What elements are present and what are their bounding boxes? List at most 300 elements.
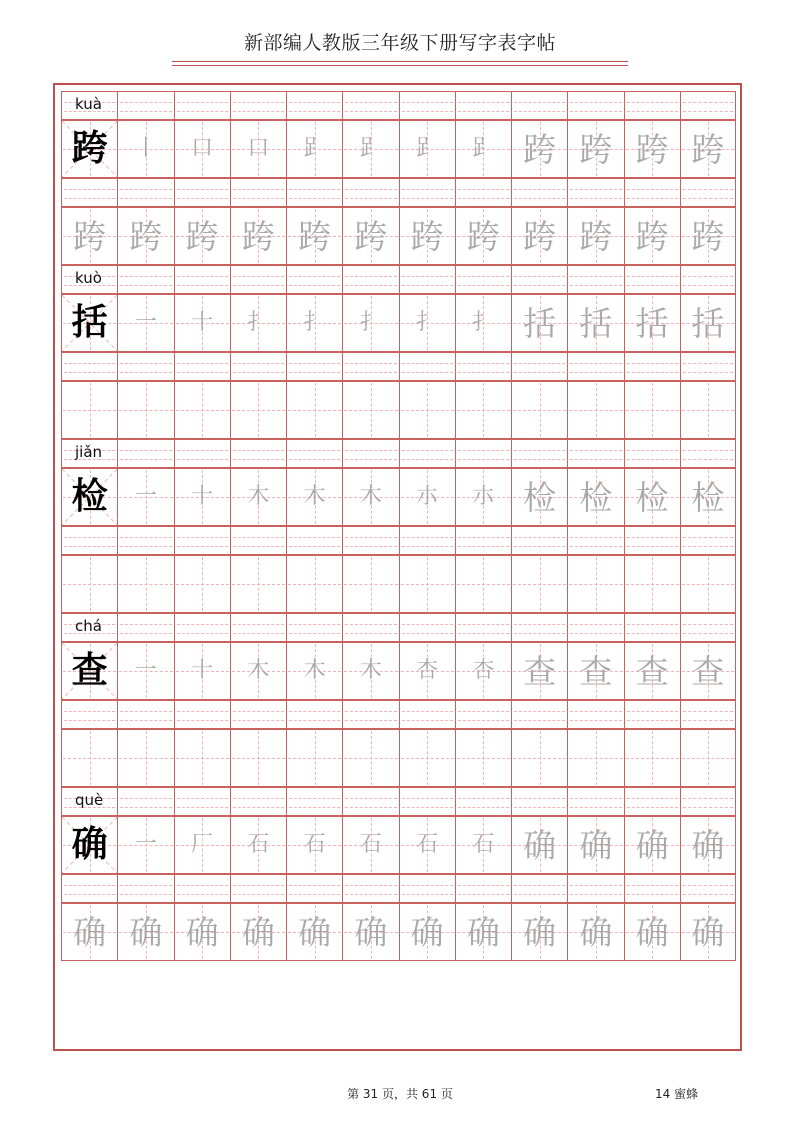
pinyin-cell [511,178,567,207]
writing-cell[interactable] [342,642,398,700]
pinyin-guide-line [683,450,733,451]
writing-cell[interactable] [511,729,567,787]
pinyin-guide-line [570,111,621,112]
pinyin-guide-line [570,363,621,364]
pinyin-guide-line [289,798,340,799]
pinyin-cell [455,91,511,120]
pinyin-label: kuà [75,95,102,113]
writing-cell[interactable] [342,294,398,352]
writing-cell[interactable] [117,381,173,439]
writing-cell[interactable] [511,555,567,613]
trace-character: 一 [134,658,157,683]
pinyin-guide-line [683,372,733,373]
writing-cell[interactable] [680,903,736,961]
pinyin-row [61,613,736,642]
pinyin-cell [230,613,286,642]
writing-cell[interactable] [174,642,230,700]
cell-guide-horizontal [119,584,172,585]
pinyin-cell [567,178,623,207]
pinyin-cell [399,265,455,294]
writing-cell[interactable] [680,729,736,787]
writing-cell[interactable] [455,816,511,874]
pinyin-cell [230,874,286,903]
writing-cell[interactable] [624,468,680,526]
writing-cell[interactable] [230,816,286,874]
writing-cell[interactable] [399,555,455,613]
pinyin-guide-line [345,276,396,277]
writing-cell[interactable] [230,555,286,613]
writing-cell[interactable] [174,903,230,961]
pinyin-guide-line [345,807,396,808]
pinyin-guide-line [177,537,228,538]
writing-cell[interactable] [680,555,736,613]
pinyin-cell [174,526,230,555]
pinyin-guide-line [120,807,171,808]
writing-cell[interactable] [399,468,455,526]
pinyin-guide-line [458,546,509,547]
writing-cell[interactable] [174,816,230,874]
pinyin-cell [455,874,511,903]
writing-cell[interactable] [511,120,567,178]
pinyin-guide-line [233,102,284,103]
writing-cell[interactable] [624,294,680,352]
pinyin-guide-line [627,807,678,808]
pinyin-guide-line [233,363,284,364]
writing-cell[interactable] [624,120,680,178]
pinyin-guide-line [514,537,565,538]
pinyin-guide-line [627,459,678,460]
pinyin-guide-line [627,720,678,721]
pinyin-guide-line [177,450,228,451]
trace-character: 扌 [359,310,382,335]
pinyin-guide-line [402,372,453,373]
pinyin-cell [455,352,511,381]
pinyin-guide-line [570,285,621,286]
writing-cell[interactable] [286,468,342,526]
pinyin-cell [511,787,567,816]
pinyin-cell [680,874,736,903]
pinyin-guide-line [120,189,171,190]
writing-cell[interactable] [567,729,623,787]
writing-cell[interactable] [61,903,117,961]
pinyin-guide-line [402,711,453,712]
writing-cell[interactable] [455,642,511,700]
pinyin-guide-line [120,450,171,451]
writing-cell[interactable] [286,207,342,265]
writing-cell[interactable] [174,555,230,613]
pinyin-guide-line [289,537,340,538]
trace-character: 扌 [303,310,326,335]
writing-cell[interactable] [455,207,511,265]
writing-cell[interactable] [567,207,623,265]
pinyin-guide-line [64,363,115,364]
pinyin-guide-line [627,363,678,364]
pinyin-guide-line [458,450,509,451]
pinyin-guide-line [514,102,565,103]
pinyin-guide-line [289,198,340,199]
writing-cell[interactable] [680,468,736,526]
pinyin-cell [117,91,173,120]
pinyin-guide-line [177,459,228,460]
writing-cell[interactable] [342,555,398,613]
pinyin-guide-line [177,894,228,895]
pinyin-label: jiǎn [75,443,103,461]
trace-character: 确 [635,825,669,865]
writing-cell[interactable] [567,381,623,439]
writing-cell[interactable] [342,207,398,265]
writing-cell[interactable] [286,120,342,178]
pinyin-cell [117,874,173,903]
pinyin-guide-line [177,720,228,721]
pinyin-guide-line [402,363,453,364]
pinyin-guide-line [570,102,621,103]
writing-cell[interactable] [567,555,623,613]
pinyin-guide-line [683,885,733,886]
pinyin-guide-line [233,459,284,460]
pinyin-cell [624,439,680,468]
pinyin-guide-line [345,102,396,103]
writing-cell[interactable] [286,642,342,700]
writing-cell[interactable] [455,555,511,613]
writing-cell[interactable] [286,294,342,352]
pinyin-guide-line [233,537,284,538]
pinyin-guide-line [514,276,565,277]
pinyin-guide-line [683,363,733,364]
pinyin-cell [511,352,567,381]
pinyin-guide-line [64,711,115,712]
trace-character: 跨 [635,129,669,169]
pinyin-guide-line [683,537,733,538]
pinyin-guide-line [289,450,340,451]
writing-cell[interactable] [117,729,173,787]
pinyin-guide-line [345,798,396,799]
writing-cell[interactable] [567,903,623,961]
writing-cell[interactable] [511,468,567,526]
writing-cell[interactable] [117,903,173,961]
writing-cell[interactable] [624,903,680,961]
writing-cell[interactable] [567,294,623,352]
trace-character: 石 [359,832,382,857]
pinyin-guide-line [402,111,453,112]
pinyin-cell [61,265,117,294]
trace-character: 石 [247,832,270,857]
pinyin-guide-line [177,798,228,799]
writing-cell[interactable] [399,207,455,265]
pinyin-guide-line [177,711,228,712]
writing-cell[interactable] [511,903,567,961]
trace-character: 扌 [416,310,439,335]
writing-cell[interactable] [342,729,398,787]
writing-cell[interactable] [399,120,455,178]
pinyin-guide-line [570,459,621,460]
writing-cell[interactable] [117,294,173,352]
writing-cell[interactable] [399,642,455,700]
pinyin-cell [174,352,230,381]
pinyin-guide-line [64,885,115,886]
writing-cell[interactable] [174,207,230,265]
writing-cell[interactable] [567,468,623,526]
pinyin-cell [174,700,230,729]
pinyin-guide-line [458,102,509,103]
pinyin-guide-line [570,624,621,625]
writing-cell[interactable] [567,816,623,874]
writing-cell[interactable] [117,555,173,613]
pinyin-guide-line [570,450,621,451]
pinyin-cell [680,265,736,294]
pinyin-cell [399,874,455,903]
pinyin-cell [230,178,286,207]
writing-cell[interactable] [230,468,286,526]
pinyin-guide-line [458,720,509,721]
trace-character: 跨 [523,129,557,169]
pinyin-cell [61,352,117,381]
pinyin-guide-line [120,459,171,460]
writing-cell[interactable] [680,294,736,352]
pinyin-guide-line [402,798,453,799]
pinyin-cell [61,613,117,642]
writing-cell[interactable] [511,816,567,874]
pinyin-cell [342,613,398,642]
pinyin-cell [117,526,173,555]
trace-character: 检 [635,477,669,517]
writing-cell[interactable] [230,903,286,961]
pinyin-guide-line [289,102,340,103]
pinyin-cell [399,526,455,555]
pinyin-guide-line [683,198,733,199]
writing-cell[interactable] [455,729,511,787]
writing-cell[interactable] [511,381,567,439]
writing-cell[interactable] [680,120,736,178]
pinyin-cell [342,439,398,468]
pinyin-cell [230,91,286,120]
trace-character: 口 [191,136,214,161]
trace-character: 跨 [523,216,557,256]
writing-cell[interactable] [230,642,286,700]
writing-cell[interactable] [61,468,117,526]
writing-cell[interactable] [61,555,117,613]
trace-character: 检 [579,477,613,517]
writing-cell[interactable] [342,903,398,961]
pinyin-guide-line [458,189,509,190]
cell-guide-horizontal [119,410,172,411]
pinyin-guide-line [64,198,115,199]
pinyin-guide-line [233,198,284,199]
writing-cell[interactable] [455,120,511,178]
writing-cell[interactable] [624,816,680,874]
writing-cell[interactable] [230,207,286,265]
writing-cell[interactable] [342,816,398,874]
pinyin-guide-line [233,894,284,895]
trace-character: 跨 [354,216,388,256]
writing-cell[interactable] [230,294,286,352]
writing-cell[interactable] [680,207,736,265]
pinyin-guide-line [514,450,565,451]
pinyin-cell [567,439,623,468]
writing-cell[interactable] [174,729,230,787]
writing-cell[interactable] [117,642,173,700]
writing-cell[interactable] [174,120,230,178]
pinyin-cell [117,439,173,468]
pinyin-cell [286,700,342,729]
pinyin-guide-line [177,363,228,364]
pinyin-guide-line [627,276,678,277]
pinyin-cell [61,787,117,816]
writing-cell[interactable] [624,729,680,787]
writing-cell[interactable] [61,642,117,700]
pinyin-cell [511,265,567,294]
pinyin-cell [455,613,511,642]
pinyin-guide-line [402,198,453,199]
pinyin-guide-line [514,894,565,895]
writing-cell[interactable] [624,555,680,613]
writing-cell[interactable] [230,381,286,439]
writing-cell[interactable] [117,816,173,874]
writing-cell[interactable] [567,120,623,178]
pinyin-cell [342,91,398,120]
writing-cell[interactable] [511,207,567,265]
writing-cell[interactable] [286,816,342,874]
writing-cell[interactable] [399,729,455,787]
pinyin-guide-line [345,720,396,721]
pinyin-cell [117,178,173,207]
writing-cell[interactable] [511,642,567,700]
writing-cell[interactable] [61,120,117,178]
cell-guide-horizontal [682,758,734,759]
writing-cell[interactable] [680,642,736,700]
cell-guide-horizontal [232,410,285,411]
writing-cell[interactable] [455,381,511,439]
writing-cell[interactable] [61,729,117,787]
writing-cell[interactable] [286,555,342,613]
writing-cell[interactable] [455,294,511,352]
pinyin-guide-line [402,459,453,460]
pinyin-guide-line [120,894,171,895]
pinyin-guide-line [514,807,565,808]
trace-character: 扌 [247,310,270,335]
pinyin-guide-line [514,363,565,364]
writing-cell[interactable] [455,903,511,961]
trace-character: 跨 [129,216,163,256]
writing-cell[interactable] [286,381,342,439]
pinyin-cell [342,700,398,729]
pinyin-guide-line [289,624,340,625]
trace-character: 确 [523,912,557,952]
trace-character: 𧾷 [416,136,439,161]
pinyin-guide-line [233,372,284,373]
writing-cell[interactable] [61,207,117,265]
writing-cell[interactable] [174,468,230,526]
pinyin-cell [286,526,342,555]
writing-cell[interactable] [399,903,455,961]
pinyin-cell [680,352,736,381]
trace-character: 括 [635,303,669,343]
cell-guide-horizontal [682,410,734,411]
pinyin-guide-line [120,276,171,277]
trace-character: 木 [247,658,270,683]
pinyin-guide-line [233,450,284,451]
pinyin-guide-line [402,633,453,634]
trace-character: 十 [191,658,214,683]
writing-cell[interactable] [174,294,230,352]
writing-cell[interactable] [680,816,736,874]
pinyin-guide-line [570,198,621,199]
model-character: 检 [71,476,108,517]
pinyin-guide-line [402,276,453,277]
writing-cell[interactable] [117,207,173,265]
pinyin-guide-line [514,285,565,286]
writing-cell[interactable] [342,468,398,526]
cell-guide-horizontal [401,584,454,585]
pinyin-guide-line [514,189,565,190]
cell-guide-horizontal [682,584,734,585]
pinyin-guide-line [458,285,509,286]
pinyin-cell [286,352,342,381]
writing-cell[interactable] [230,729,286,787]
trace-character: 木 [359,484,382,509]
writing-cell[interactable] [286,903,342,961]
trace-character: 丨 [134,136,157,161]
pinyin-guide-line [458,111,509,112]
pinyin-label: què [75,791,104,809]
writing-cell[interactable] [174,381,230,439]
pinyin-cell [624,700,680,729]
writing-cell[interactable] [286,729,342,787]
pinyin-row [61,526,736,555]
pinyin-guide-line [458,807,509,808]
pinyin-guide-line [570,798,621,799]
writing-cell[interactable] [399,294,455,352]
writing-cell[interactable] [399,816,455,874]
writing-cell[interactable] [624,642,680,700]
pinyin-guide-line [345,111,396,112]
pinyin-cell [399,352,455,381]
trace-character: 查 [691,651,725,691]
writing-cell[interactable] [624,207,680,265]
cell-guide-horizontal [457,758,510,759]
writing-cell[interactable] [624,381,680,439]
writing-cell[interactable] [511,294,567,352]
writing-cell[interactable] [61,381,117,439]
trace-character: 杏 [472,658,495,683]
writing-cell[interactable] [230,120,286,178]
writing-cell[interactable] [567,642,623,700]
writing-cell[interactable] [399,381,455,439]
pinyin-guide-line [177,198,228,199]
trace-character: 跨 [691,129,725,169]
pinyin-guide-line [514,624,565,625]
writing-cell[interactable] [455,468,511,526]
pinyin-guide-line [683,807,733,808]
trace-character: 跨 [73,216,107,256]
trace-character: 查 [579,651,613,691]
writing-cell[interactable] [117,120,173,178]
pinyin-guide-line [233,276,284,277]
writing-cell[interactable] [117,468,173,526]
writing-cell[interactable] [61,294,117,352]
writing-cell[interactable] [342,120,398,178]
pinyin-cell [399,178,455,207]
trace-character: 跨 [635,216,669,256]
pinyin-cell [117,700,173,729]
writing-cell[interactable] [342,381,398,439]
pinyin-guide-line [683,798,733,799]
writing-cell[interactable] [61,816,117,874]
pinyin-guide-line [627,450,678,451]
pinyin-guide-line [683,111,733,112]
pinyin-guide-line [570,372,621,373]
pinyin-guide-line [177,285,228,286]
writing-cell[interactable] [680,381,736,439]
